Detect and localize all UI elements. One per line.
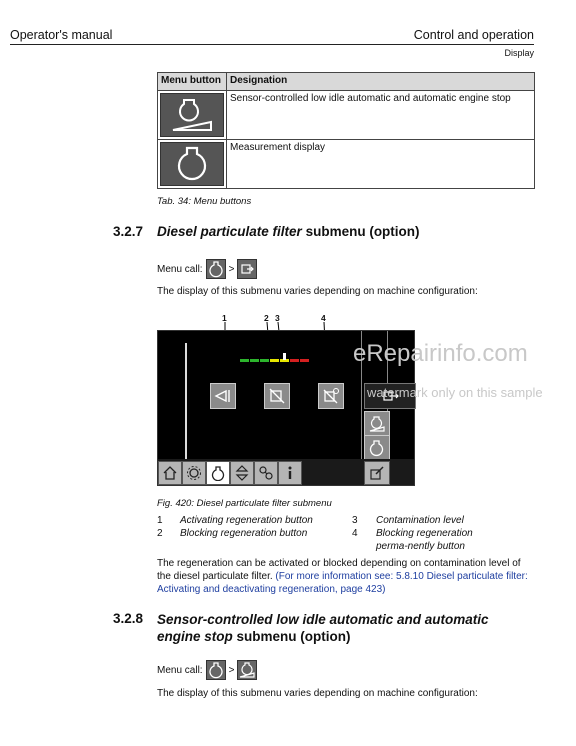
contamination-level-bar [240, 359, 309, 362]
callout-4: 4 [321, 313, 326, 323]
gear-icon[interactable] [182, 461, 206, 485]
cross-reference-link[interactable]: (For more information see: 5.8.10 Diesel particulate filter: Activating and deactivating regeneration, page 423) [157, 571, 528, 595]
level-segment [300, 359, 309, 362]
home-icon[interactable] [158, 461, 182, 485]
watermark: eRepairinfo.com [353, 340, 528, 367]
callout-2: 2 [264, 313, 269, 323]
level-segment [260, 359, 269, 362]
legend-text-2: Blocking regeneration button [180, 528, 308, 539]
info-icon[interactable] [278, 461, 302, 485]
menu-call-line: Menu call: > [157, 660, 257, 680]
callout-1: 1 [222, 313, 227, 323]
legend-num-3: 3 [352, 515, 358, 526]
section-number: 3.2.8 [113, 611, 144, 626]
section-intro: The display of this submenu varies depending on machine configuration: [157, 688, 478, 699]
engine-icon [206, 259, 226, 279]
legend-num-1: 1 [157, 515, 163, 526]
callout-3: 3 [275, 313, 280, 323]
legend-text-1: Activating regeneration button [180, 515, 313, 526]
engine-low-idle-icon [237, 660, 257, 680]
scroll-bar [185, 343, 187, 459]
engine-low-idle-icon [160, 93, 224, 137]
level-indicator [283, 353, 286, 360]
col-header-menu-button: Menu button [158, 73, 227, 91]
block-regeneration-button[interactable] [264, 383, 290, 409]
section-number: 3.2.7 [113, 224, 144, 239]
legend-text-4: Blocking regeneration perma-nently button [376, 528, 473, 552]
edit-icon[interactable] [364, 461, 390, 485]
engine-tab-icon[interactable] [206, 461, 230, 485]
designation-cell: Sensor-controlled low idle automatic and automatic engine stop [227, 91, 535, 140]
level-segment [270, 359, 279, 362]
figure-caption: Fig. 420: Diesel particulate filter submenu [157, 498, 332, 509]
table-row [158, 91, 535, 140]
engine-icon [160, 142, 224, 186]
level-segment [250, 359, 259, 362]
watermark-subtext: watermark only on this sample [367, 385, 543, 400]
block-regeneration-permanently-button[interactable] [318, 383, 344, 409]
designation-cell: Measurement display [227, 140, 535, 189]
activate-regeneration-button[interactable] [210, 383, 236, 409]
section-subtitle: Display [504, 48, 534, 58]
up-down-arrows-icon[interactable] [230, 461, 254, 485]
legend-num-2: 2 [157, 528, 163, 539]
section-title: Sensor-controlled low idle automatic and automatic engine stop submenu (option) [157, 612, 489, 644]
section-intro: The display of this submenu varies depending on machine configuration: [157, 286, 478, 297]
header-divider [10, 44, 534, 45]
table-row [158, 140, 535, 189]
dpf-submenu-icon [237, 259, 257, 279]
manual-title: Operator's manual [10, 28, 113, 42]
chapter-title: Control and operation [413, 28, 534, 42]
col-header-designation: Designation [227, 73, 535, 91]
section-title: Diesel particulate filter submenu (option) [157, 224, 420, 239]
menu-buttons-table [157, 72, 535, 189]
engine-icon [206, 660, 226, 680]
level-segment [290, 359, 299, 362]
legend-text-3: Contamination level [376, 515, 464, 526]
table-caption: Tab. 34: Menu buttons [157, 196, 252, 207]
hydraulics-icon[interactable] [254, 461, 278, 485]
legend-num-4: 4 [352, 528, 358, 539]
engine-icon[interactable] [364, 435, 390, 461]
menu-call-line: Menu call: > [157, 259, 257, 279]
level-segment [240, 359, 249, 362]
engine-low-idle-icon[interactable] [364, 411, 390, 437]
regeneration-paragraph: The regeneration can be activated or blocked depending on contamination level of the diesel particulate filter. (For more information see: 5.8.10 Diesel particulate filter: Activating and deactivating regeneration, page 423) [157, 558, 528, 595]
